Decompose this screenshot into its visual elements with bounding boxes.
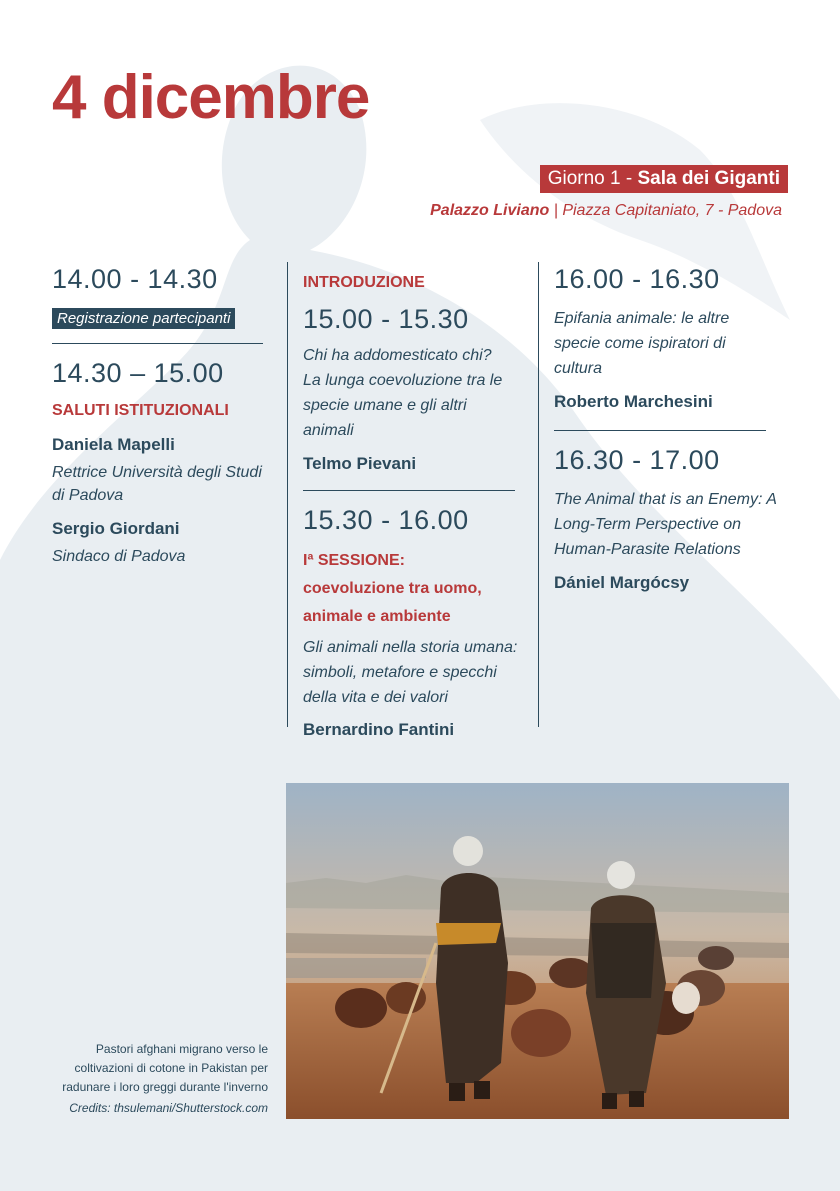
time-slot: 16.00 - 16.30: [554, 264, 720, 294]
room-name: Sala dei Giganti: [637, 168, 780, 189]
divider: [52, 343, 263, 344]
caption-text: Pastori afghani migrano verso le coltivazioni di cotone in Pakistan per radunare i loro greggi durante l'inverno: [62, 1042, 268, 1094]
speaker-name: Dániel Margócsy: [554, 573, 690, 592]
column-divider-1: [287, 262, 288, 727]
speaker-role: Rettrice Università degli Studi di Padova: [52, 464, 262, 504]
schedule-column-1: [52, 262, 267, 568]
day-label: Giorno 1 -: [547, 168, 638, 189]
shepherds-photo: [286, 783, 789, 1119]
photo-credits: Credits: thsulemani/Shutterstock.com: [69, 1101, 268, 1115]
schedule-column-2: [303, 270, 531, 743]
session-number: Iª SESSIONE:: [303, 552, 405, 569]
speaker-name: Telmo Pievani: [303, 454, 417, 473]
section-label: SALUTI ISTITUZIONALI: [52, 402, 229, 419]
venue-address: Piazza Capitaniato, 7 - Padova: [562, 202, 782, 219]
divider: [303, 490, 515, 491]
speaker-name: Roberto Marchesini: [554, 392, 713, 411]
time-slot: 16.30 - 17.00: [554, 445, 720, 475]
section-label: INTRODUZIONE: [303, 274, 425, 291]
time-slot: 14.30 – 15.00: [52, 358, 224, 388]
page-title: 4 dicembre: [52, 63, 370, 132]
venue-line: [430, 202, 782, 220]
talk-description: Epifania animale: le altre specie come ispiratori di cultura: [554, 310, 730, 377]
schedule-column-3: [554, 262, 784, 596]
divider: [554, 430, 766, 431]
day-badge: [540, 165, 788, 193]
speaker-name: Bernardino Fantini: [303, 720, 455, 739]
talk-description: The Animal that is an Enemy: A Long-Term Perspective on Human-Parasite Relations: [554, 491, 777, 558]
time-slot: 15.30 - 16.00: [303, 505, 469, 535]
speaker-name: Daniela Mapelli: [52, 435, 175, 454]
time-slot: 15.00 - 15.30: [303, 304, 469, 334]
speaker-name: Sergio Giordani: [52, 519, 180, 538]
venue-separator: |: [549, 202, 563, 219]
talk-description: Chi ha addomesticato chi? La lunga coevoluzione tra le specie umane e gli altri animali: [303, 347, 503, 439]
photo-caption: [52, 1040, 268, 1118]
column-divider-2: [538, 262, 539, 727]
venue-name: Palazzo Liviano: [430, 202, 550, 219]
registration-badge: Registrazione partecipanti: [52, 308, 235, 329]
section-label: [303, 547, 531, 631]
session-title: coevoluzione tra uomo, animale e ambiente: [303, 580, 482, 625]
talk-description: Gli animali nella storia umana: simboli, metafore e specchi della vita e dei valori: [303, 639, 518, 706]
speaker-role: Sindaco di Padova: [52, 548, 186, 565]
time-slot: 14.00 - 14.30: [52, 264, 218, 294]
